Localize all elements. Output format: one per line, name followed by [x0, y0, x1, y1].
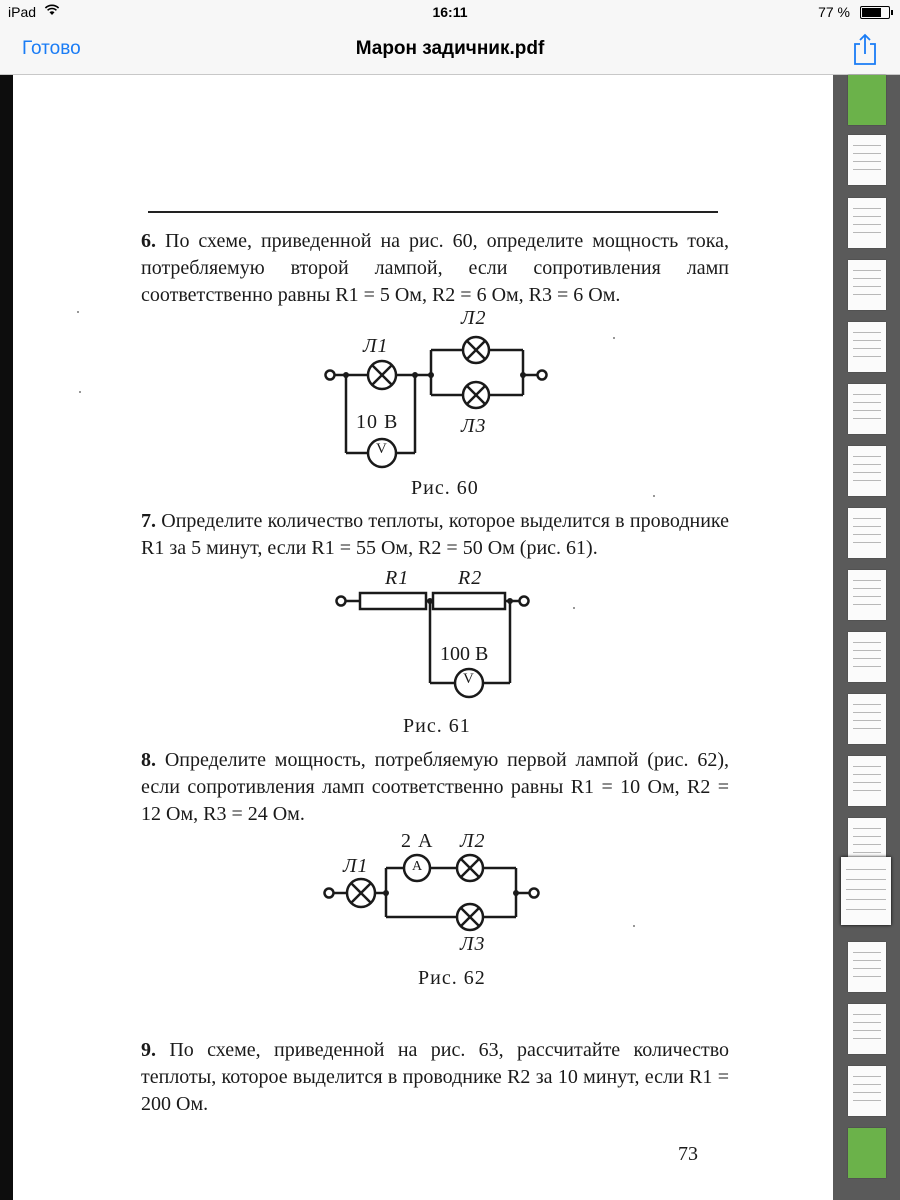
voltmeter-icon: V [376, 441, 387, 457]
clock: 16:11 [432, 4, 468, 20]
scan-speck [573, 607, 575, 609]
page-thumbnail-current[interactable] [841, 857, 891, 925]
problem-text: Определите мощность, потребляемую первой лампой (рис. 62), если сопротивления ламп соответственно равны R1 = 10 Ом, R2 = 12 Ом, R3 = 24 Ом. [141, 749, 730, 825]
page-thumbnail-strip[interactable] [833, 75, 900, 1200]
problem-number: 7. [141, 510, 156, 532]
label-r1: R1 [385, 567, 410, 589]
problem-text: По схеме, приведенной на рис. 60, определите мощность тока, потребляемую второй лампой, если сопротивления ламп соответственно равны R1 = 5 Ом, R2 = 6 Ом, R3 = 6 Ом. [141, 230, 730, 306]
page-thumbnail[interactable] [848, 198, 886, 248]
page-thumbnail[interactable] [848, 135, 886, 185]
page-thumbnail[interactable] [848, 508, 886, 558]
page-thumbnail[interactable] [848, 942, 886, 992]
label-l1: Л1 [363, 335, 389, 357]
nav-bar [0, 24, 900, 75]
voltmeter-icon: V [463, 671, 474, 687]
problem-number: 6. [141, 230, 156, 252]
problem-text: По схеме, приведенной на рис. 63, рассчитайте количество теплоты, которое выделится в проводнике R2 за 10 минут, если R1 = 200 Ом. [141, 1039, 729, 1115]
share-icon[interactable] [850, 32, 880, 66]
problem-9 [141, 1037, 729, 1118]
battery-icon [860, 6, 890, 19]
page-thumbnail[interactable] [848, 384, 886, 434]
figure-caption: Рис. 60 [411, 477, 479, 499]
figure-caption: Рис. 61 [403, 715, 471, 737]
page-thumbnail[interactable] [848, 694, 886, 744]
label-l3: Л3 [461, 415, 487, 437]
label-l2: Л2 [460, 830, 486, 852]
label-l3: Л3 [460, 933, 486, 955]
scan-speck [653, 495, 655, 497]
page-thumbnail[interactable] [848, 1066, 886, 1116]
problem-number: 9. [141, 1039, 156, 1061]
page-thumbnail[interactable] [848, 260, 886, 310]
scan-speck [633, 925, 635, 927]
battery-percent: 77 % [818, 4, 850, 20]
page-thumbnail[interactable] [848, 756, 886, 806]
page-number: 73 [678, 1143, 698, 1165]
left-edge [0, 75, 13, 1200]
problem-number: 8. [141, 749, 156, 771]
status-bar [0, 0, 900, 24]
page-thumbnail[interactable] [848, 632, 886, 682]
document-title: Марон задичник.pdf [355, 38, 545, 59]
page-thumbnail[interactable] [848, 75, 886, 125]
label-voltage: 10 В [356, 411, 399, 433]
device-name: iPad [8, 4, 37, 20]
figure-caption: Рис. 62 [418, 967, 486, 989]
label-current: 2 А [401, 830, 434, 852]
scan-speck [79, 391, 81, 393]
circuit-figure-62 [13, 75, 833, 1200]
pdf-page[interactable] [13, 75, 833, 1200]
scan-speck [613, 337, 615, 339]
page-thumbnail[interactable] [848, 322, 886, 372]
label-l2: Л2 [461, 307, 487, 329]
page-thumbnail[interactable] [848, 1004, 886, 1054]
page-thumbnail[interactable] [848, 570, 886, 620]
label-l1: Л1 [343, 855, 369, 877]
label-voltage: 100 В [440, 643, 489, 665]
problem-text: Определите количество теплоты, которое выделится в проводнике R1 за 5 минут, если R1 = 55 Ом, R2 = 50 Ом (рис. 61). [141, 510, 730, 559]
page-thumbnail[interactable] [848, 1128, 886, 1178]
done-button[interactable]: Готово [22, 38, 81, 59]
label-r2: R2 [458, 567, 483, 589]
page-thumbnail[interactable] [848, 446, 886, 496]
scan-speck [77, 311, 79, 313]
ammeter-icon: A [412, 859, 423, 874]
